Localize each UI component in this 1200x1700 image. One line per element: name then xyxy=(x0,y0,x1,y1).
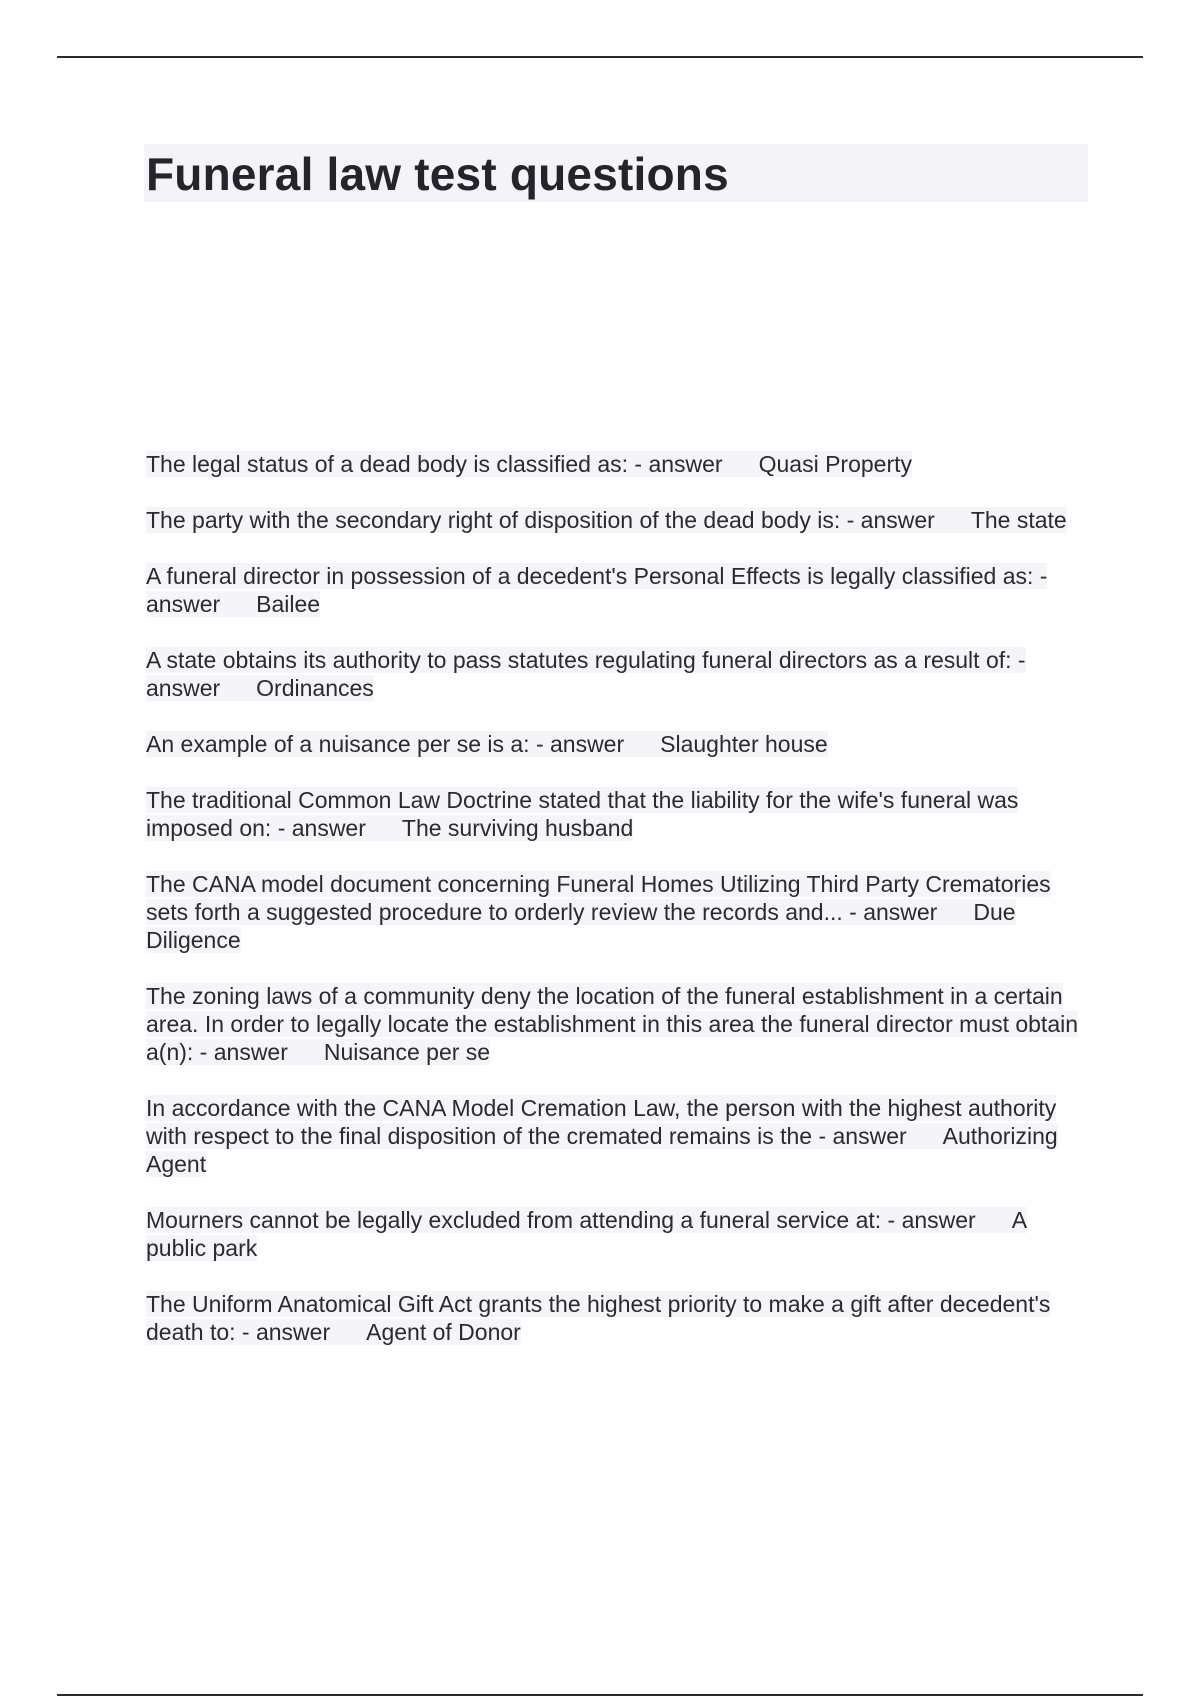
question-text: The Uniform Anatomical Gift Act grants the highest priority to make a gift after decedent's death to: - answer xyxy=(146,1291,1051,1345)
page-title: Funeral law test questions xyxy=(146,148,729,200)
bottom-rule xyxy=(57,1694,1143,1696)
top-rule xyxy=(57,56,1143,58)
answer-text: Nuisance per se xyxy=(323,1039,491,1065)
qa-item-9 xyxy=(146,1094,1086,1178)
qa-item-7 xyxy=(146,870,1086,954)
question-text: The party with the secondary right of disposition of the dead body is: - answer xyxy=(146,507,935,533)
question-text: In accordance with the CANA Model Cremation Law, the person with the highest authority with respect to the final disposition of the cremated remains is the - answer xyxy=(146,1095,1057,1149)
qa-list xyxy=(146,450,1086,1374)
qa-item-10 xyxy=(146,1206,1086,1262)
qa-item-1 xyxy=(146,450,1086,478)
qa-item-5 xyxy=(146,730,1086,758)
answer-text: Ordinances xyxy=(256,675,374,701)
question-text: An example of a nuisance per se is a: - answer xyxy=(146,731,625,757)
qa-item-4 xyxy=(146,646,1086,702)
answer-text: The state xyxy=(970,507,1067,533)
answer-text: Authorizing Agent xyxy=(146,1123,1058,1177)
answer-text: Agent of Donor xyxy=(366,1319,521,1345)
answer-text: Bailee xyxy=(256,591,321,617)
qa-item-3 xyxy=(146,562,1086,618)
answer-text: A public park xyxy=(146,1207,1028,1261)
question-text: The zoning laws of a community deny the location of the funeral establishment in a certain area. In order to legally locate the establishment in this area the funeral director must obtain a(n): - answer xyxy=(146,983,1079,1065)
qa-item-6 xyxy=(146,786,1086,842)
answer-text: The surviving husband xyxy=(401,815,634,841)
question-text: A funeral director in possession of a decedent's Personal Effects is legally classified as: - answer xyxy=(146,563,1048,617)
question-text: A state obtains its authority to pass statutes regulating funeral directors as a result of: - answer xyxy=(146,647,1026,701)
question-text: Mourners cannot be legally excluded from attending a funeral service at: - answer xyxy=(146,1207,976,1233)
answer-text: Slaughter house xyxy=(660,731,828,757)
qa-item-2 xyxy=(146,506,1086,534)
answer-text: Due Diligence xyxy=(146,899,1016,953)
question-text: The legal status of a dead body is classified as: - answer xyxy=(146,451,723,477)
question-text: The traditional Common Law Doctrine stated that the liability for the wife's funeral was imposed on: - answer xyxy=(146,787,1019,841)
qa-item-11 xyxy=(146,1290,1086,1346)
qa-item-8 xyxy=(146,982,1086,1066)
question-text: The CANA model document concerning Funeral Homes Utilizing Third Party Crematories sets forth a suggested procedure to orderly review the records and... - answer xyxy=(146,871,1051,925)
answer-text: Quasi Property xyxy=(758,451,912,477)
